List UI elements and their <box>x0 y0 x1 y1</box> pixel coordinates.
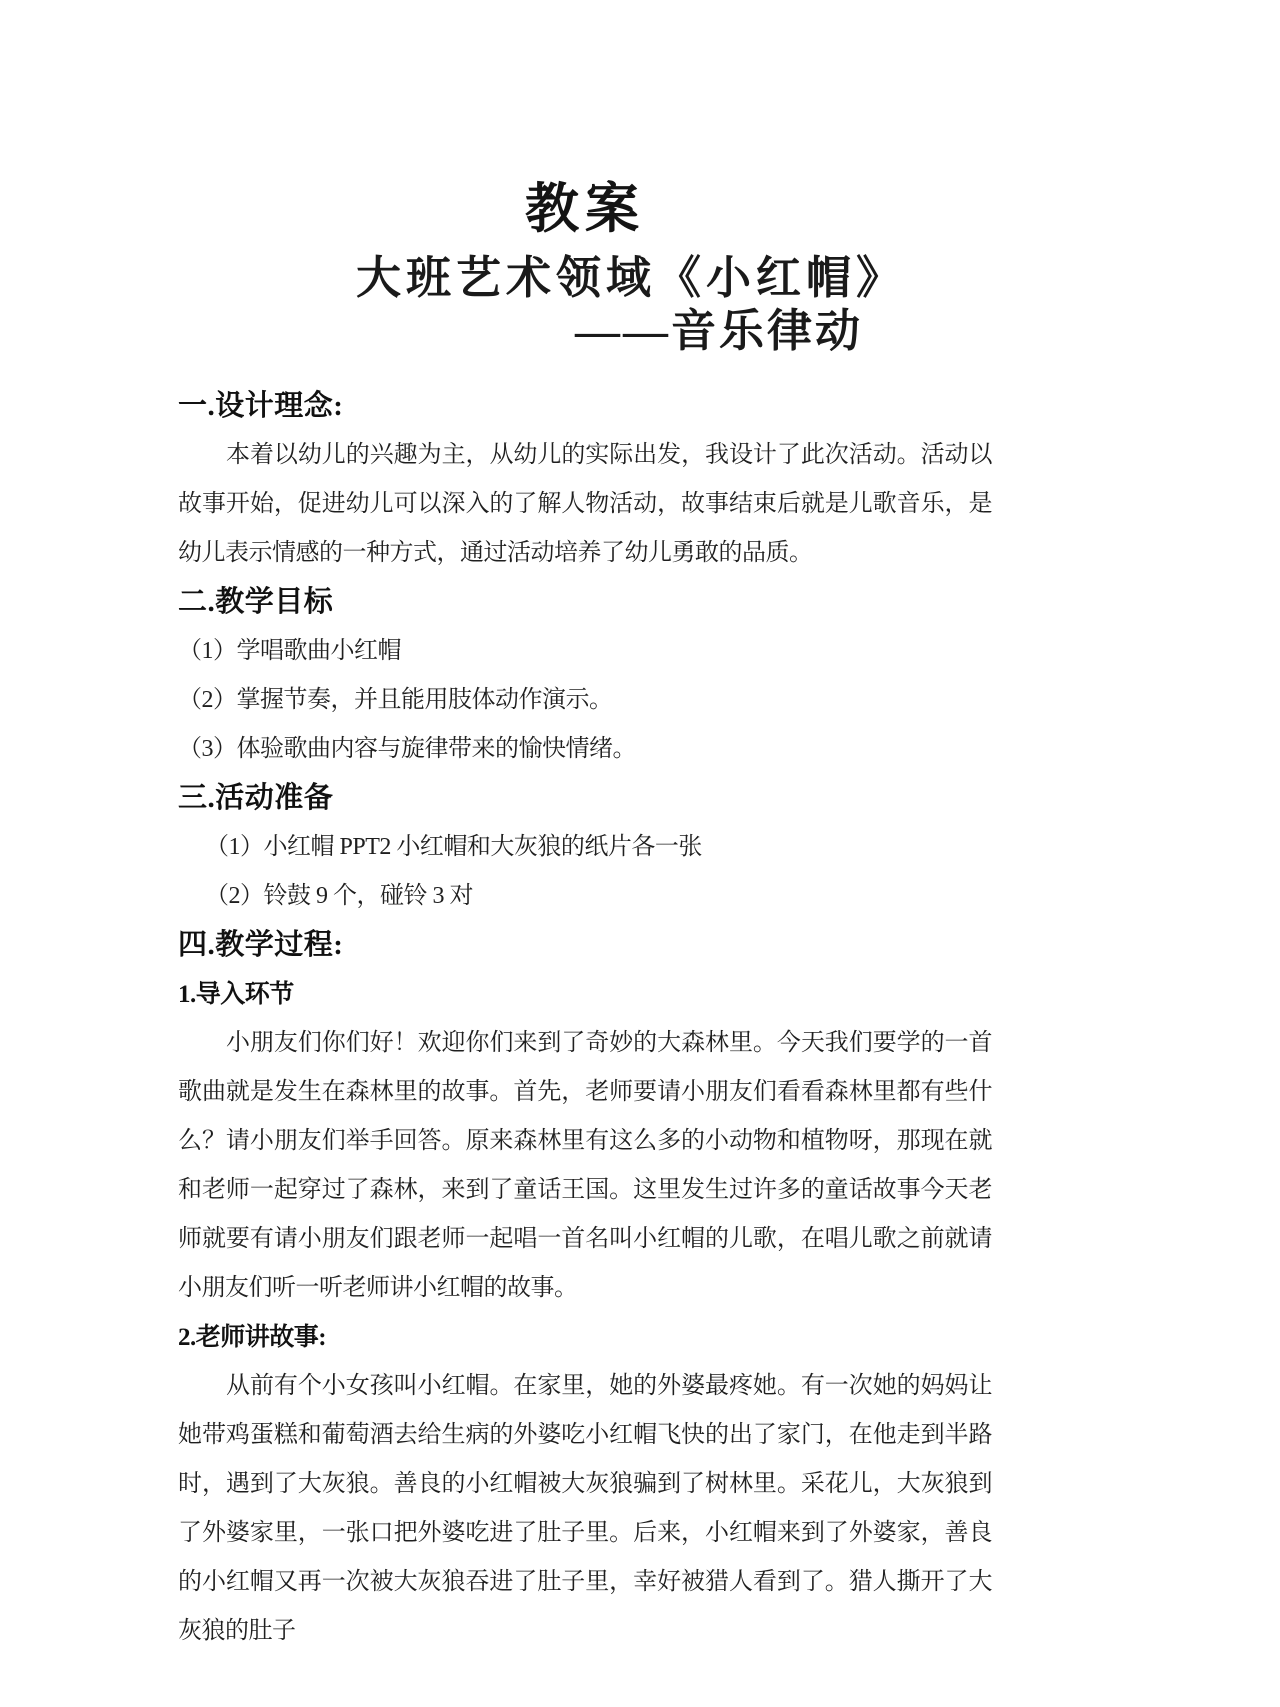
goal-item-3: （3）体验歌曲内容与旋律带来的愉快情绪。 <box>178 736 636 762</box>
section-heading-activity-preparation: 三.活动准备 <box>178 782 334 814</box>
preparation-item-1: （1）小红帽 PPT2 小红帽和大灰狼的纸片各一张 <box>205 834 702 860</box>
doc-subtitle-dash: ——音乐律动 <box>575 306 864 356</box>
doc-title: 教案 <box>525 179 645 240</box>
preparation-item-2: （2）铃鼓 9 个，碰铃 3 对 <box>205 883 473 909</box>
text-column <box>178 0 992 1707</box>
doc-body <box>178 382 992 1656</box>
section-heading-design-concept: 一.设计理念: <box>178 390 344 422</box>
doc-subtitle: 大班艺术领域《小红帽》 <box>355 253 906 304</box>
section-heading-teaching-process: 四.教学过程: <box>178 929 344 961</box>
goal-item-2: （2）掌握节奏，并且能用肢体动作演示。 <box>178 687 613 713</box>
section-heading-teaching-goals: 二.教学目标 <box>178 586 334 618</box>
design-concept-paragraph: 本着以幼儿的兴趣为主，从幼儿的实际出发，我设计了此次活动。活动以故事开始，促进幼儿可以深入的了解人物活动，故事结束后就是儿歌音乐，是幼儿表示情感的一种方式，通过活动培养了幼儿勇敢的品质。 <box>178 442 992 566</box>
goal-item-1: （1）学唱歌曲小红帽 <box>178 638 401 664</box>
step-heading-introduction: 1.导入环节 <box>178 981 294 1008</box>
introduction-paragraph: 小朋友们你们好！欢迎你们来到了奇妙的大森林里。今天我们要学的一首歌曲就是发生在森林里的故事。首先，老师要请小朋友们看看森林里都有些什么？请小朋友们举手回答。原来森林里有这么多的小动物和植物呀，那现在就和老师一起穿过了森林，来到了童话王国。这里发生过许多的童话故事今天老师就要有请小朋友们跟老师一起唱一首名叫小红帽的儿歌，在唱儿歌之前就请小朋友们听一听老师讲小红帽的故事。 <box>178 1030 992 1301</box>
story-paragraph: 从前有个小女孩叫小红帽。在家里，她的外婆最疼她。有一次她的妈妈让她带鸡蛋糕和葡萄酒去给生病的外婆吃小红帽飞快的出了家门，在他走到半路时，遇到了大灰狼。善良的小红帽被大灰狼骗到了树林里。采花儿，大灰狼到了外婆家里，一张口把外婆吃进了肚子里。后来，小红帽来到了外婆家，善良的小红帽又再一次被大灰狼吞进了肚子里，幸好被猎人看到了。猎人撕开了大灰狼的肚子 <box>178 1373 992 1644</box>
step-heading-teacher-story: 2.老师讲故事: <box>178 1324 327 1351</box>
